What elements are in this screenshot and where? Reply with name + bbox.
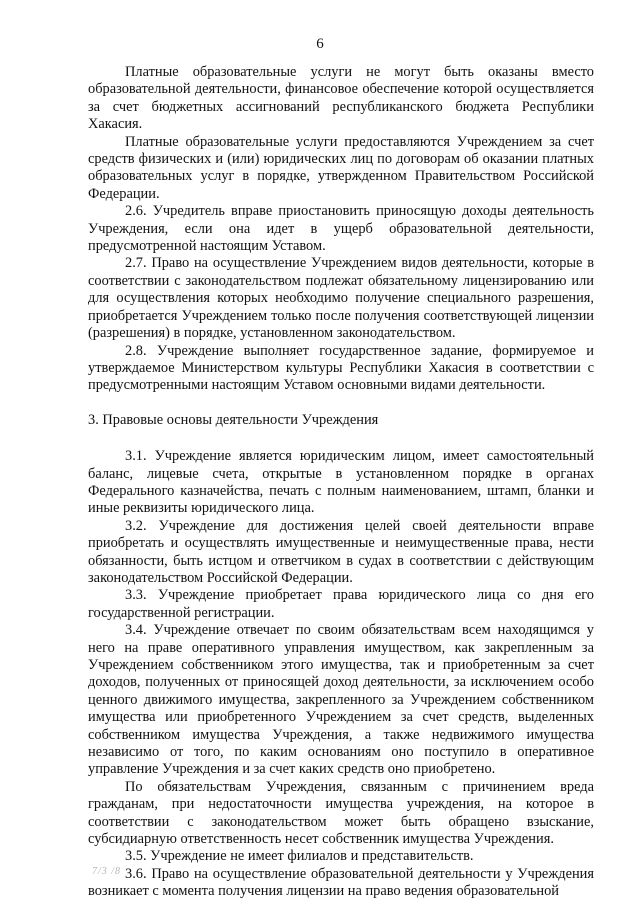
paragraph-liability: По обязательствам Учреждения, связанным с причинением вреда гражданам, при недостаточности имущества учреждения, на которое в соответствии с законодательством может быть обращено взыскание, субсидиарную ответственность несет собственник имущества Учреждения. [88,778,594,848]
paragraph-3-5: 3.5. Учреждение не имеет филиалов и представительств. [125,848,474,865]
page-number: 6 [316,36,324,52]
paragraph-3-4: 3.4. Учреждение отвечает по своим обязательствам всем находящимся у него на праве оперативного управления имуществом, как закрепленным за Учреждением собственником этого имущества, так и приобретенным за счет доходов, полученных от приносящей доход деятельности, за исключением особо ценного движимого имущества, закрепленного за Учреждением собственником имущества или приобретенного Учреждением за счет средств, выделенных собственником имущества Учреждения, а также недвижимого имущества независимо от того, по каким основаниям оно поступило в оперативное управление Учреждения и за счет каких средств оно приобретено. [88,622,594,778]
paragraph-3-2: 3.2. Учреждение для достижения целей своей деятельности вправе приобретать и осуществлять имущественные и неимущественные права, нести обязанности, быть истцом и ответчиком в судах в соответствии с действующим законодательством Российской Федерации. [88,517,594,586]
paragraph-2-7: 2.7. Право на осуществление Учреждением видов деятельности, которые в соответствии с законодательством подлежат обязательному лицензированию или для осуществления которых необходимо получение специального разрешения, приобретается Учреждением только после получения соответствующей лицензии (разрешения) в порядке, установленном законодательством. [88,255,594,342]
document-body [88,64,594,901]
paragraph-3-1: 3.1. Учреждение является юридическим лицом, имеет самостоятельный баланс, лицевые счета, открытые в установленном порядке в органах Федерального казначейства, печать с полным наименованием, штамп, бланки и иные реквизиты юридического лица. [88,448,594,517]
paragraph-2-6: 2.6. Учредитель вправе приостановить приносящую доходы деятельность Учреждения, если она идет в ущерб образовательной деятельности, предусмотренной настоящим Уставом. [88,203,594,255]
section-heading: 3. Правовые основы деятельности Учреждения [88,411,379,428]
footer-mark: 7/3 /8 [92,866,122,877]
paragraph-3-3: 3.3. Учреждение приобретает права юридического лица со дня его государственной регистрации. [88,587,594,621]
paragraph-paid-services-provided: Платные образовательные услуги предоставляются Учреждением за счет средств физических и (или) юридических лиц по договорам об оказании платных образовательных услуг в порядке, утвержденном Правительством Российской Федерации. [88,133,594,202]
paragraph-paid-services-not-instead: Платные образовательные услуги не могут быть оказаны вместо образовательной деятельности, финансовое обеспечение которой осуществляется за счет бюджетных ассигнований республиканского бюджета Республики Хакасия. [88,64,594,133]
paragraph-2-8: 2.8. Учреждение выполняет государственное задание, формируемое и утверждаемое Министерством культуры Республики Хакасия в соответствии с предусмотренными настоящим Уставом основными видами деятельности. [88,342,594,394]
paragraph-3-6: 3.6. Право на осуществление образовательной деятельности у Учреждения возникает с момента получения лицензии на право ведения образовательной [88,865,594,900]
